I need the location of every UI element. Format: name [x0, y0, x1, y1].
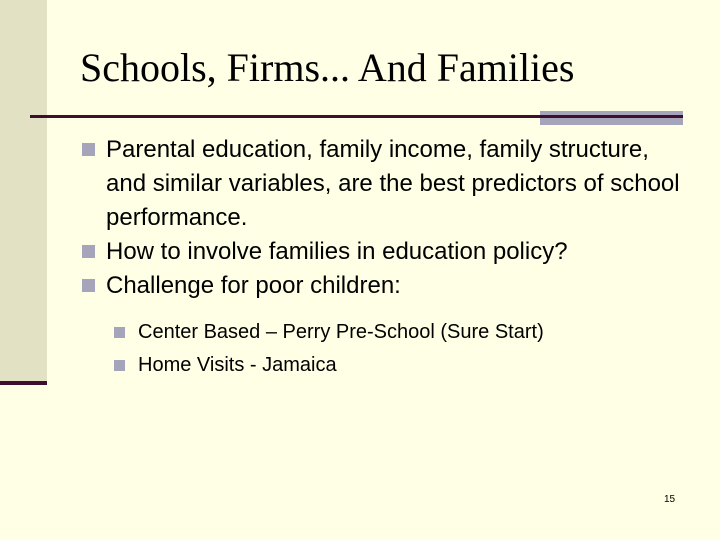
bullet-text: How to involve families in education policy?	[106, 238, 568, 265]
bullet-item	[82, 133, 682, 235]
square-bullet-icon	[114, 327, 125, 338]
left-band-accent-line	[0, 381, 47, 385]
title-divider-accent	[540, 111, 683, 125]
square-bullet-icon	[82, 143, 95, 156]
bullet-text: Challenge for poor children:	[106, 272, 401, 299]
left-decorative-band	[0, 0, 47, 383]
bullet-item	[82, 269, 682, 303]
sub-bullet-item	[114, 349, 674, 382]
bullet-text: Parental education, family income, family structure, and similar variables, are the best predictors of school performance.	[106, 136, 680, 231]
bullet-list	[82, 133, 682, 303]
square-bullet-icon	[114, 360, 125, 371]
sub-bullet-text: Home Visits - Jamaica	[138, 354, 337, 376]
sub-bullet-text: Center Based – Perry Pre-School (Sure Start)	[138, 321, 544, 343]
slide-title: Schools, Firms... And Families	[80, 45, 575, 90]
page-number: 15	[664, 494, 676, 505]
square-bullet-icon	[82, 245, 95, 258]
title-divider-accent-line	[540, 115, 683, 118]
sub-bullet-item	[114, 316, 674, 349]
bullet-item	[82, 235, 682, 269]
square-bullet-icon	[82, 279, 95, 292]
sub-bullet-list	[114, 316, 674, 382]
